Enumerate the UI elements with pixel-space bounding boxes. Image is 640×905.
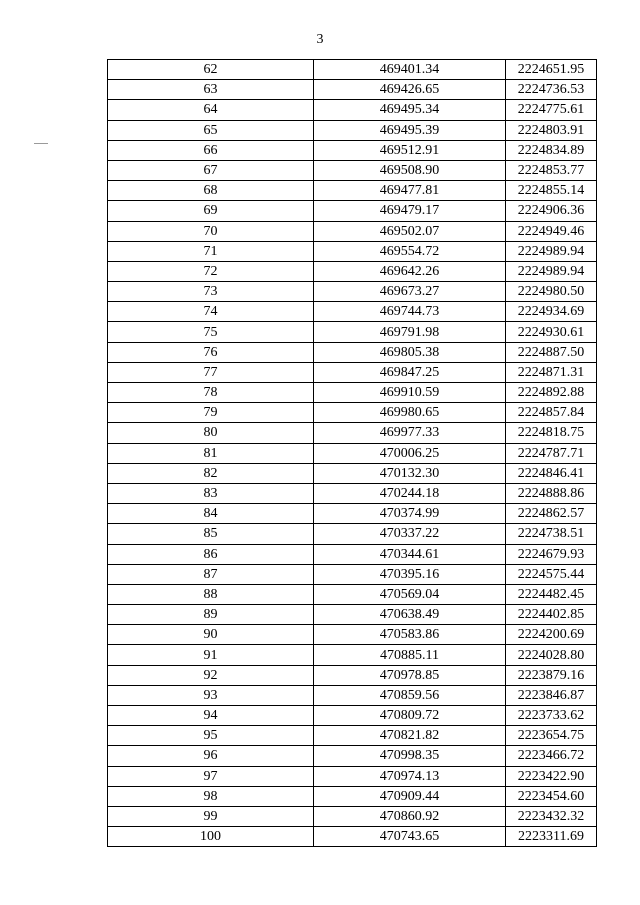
table-row — [108, 80, 597, 100]
y-coordinate-cell: 2223432.32 — [506, 806, 597, 826]
point-number-cell: 100 — [108, 827, 314, 847]
y-coordinate-cell: 2224200.69 — [506, 625, 597, 645]
x-coordinate-cell: 469495.39 — [314, 120, 506, 140]
point-number-cell: 67 — [108, 160, 314, 180]
x-coordinate-cell: 470860.92 — [314, 806, 506, 826]
x-coordinate-cell: 470337.22 — [314, 524, 506, 544]
y-coordinate-cell: 2224989.94 — [506, 241, 597, 261]
x-coordinate-cell: 469673.27 — [314, 282, 506, 302]
coordinates-table-body — [108, 60, 597, 847]
y-coordinate-cell: 2224855.14 — [506, 181, 597, 201]
y-coordinate-cell: 2223454.60 — [506, 786, 597, 806]
y-coordinate-cell: 2224775.61 — [506, 100, 597, 120]
y-coordinate-cell: 2224906.36 — [506, 201, 597, 221]
x-coordinate-cell: 469426.65 — [314, 80, 506, 100]
table-row — [108, 746, 597, 766]
table-row — [108, 302, 597, 322]
point-number-cell: 96 — [108, 746, 314, 766]
x-coordinate-cell: 470909.44 — [314, 786, 506, 806]
point-number-cell: 91 — [108, 645, 314, 665]
table-row — [108, 423, 597, 443]
point-number-cell: 66 — [108, 140, 314, 160]
y-coordinate-cell: 2224818.75 — [506, 423, 597, 443]
y-coordinate-cell: 2224787.71 — [506, 443, 597, 463]
table-row — [108, 605, 597, 625]
table-row — [108, 140, 597, 160]
x-coordinate-cell: 469554.72 — [314, 241, 506, 261]
margin-mark — [34, 143, 48, 144]
x-coordinate-cell: 470374.99 — [314, 504, 506, 524]
x-coordinate-cell: 470638.49 — [314, 605, 506, 625]
x-coordinate-cell: 469910.59 — [314, 383, 506, 403]
point-number-cell: 95 — [108, 726, 314, 746]
x-coordinate-cell: 469502.07 — [314, 221, 506, 241]
y-coordinate-cell: 2224853.77 — [506, 160, 597, 180]
table-row — [108, 463, 597, 483]
y-coordinate-cell: 2224888.86 — [506, 483, 597, 503]
point-number-cell: 68 — [108, 181, 314, 201]
y-coordinate-cell: 2224871.31 — [506, 362, 597, 382]
point-number-cell: 81 — [108, 443, 314, 463]
table-row — [108, 665, 597, 685]
table-row — [108, 160, 597, 180]
table-row — [108, 322, 597, 342]
y-coordinate-cell: 2223733.62 — [506, 706, 597, 726]
table-row — [108, 504, 597, 524]
x-coordinate-cell: 470006.25 — [314, 443, 506, 463]
y-coordinate-cell: 2224402.85 — [506, 605, 597, 625]
point-number-cell: 70 — [108, 221, 314, 241]
table-row — [108, 685, 597, 705]
point-number-cell: 76 — [108, 342, 314, 362]
point-number-cell: 64 — [108, 100, 314, 120]
point-number-cell: 62 — [108, 60, 314, 80]
x-coordinate-cell: 469791.98 — [314, 322, 506, 342]
table-row — [108, 120, 597, 140]
y-coordinate-cell: 2224679.93 — [506, 544, 597, 564]
x-coordinate-cell: 470998.35 — [314, 746, 506, 766]
table-row — [108, 403, 597, 423]
y-coordinate-cell: 2223654.75 — [506, 726, 597, 746]
y-coordinate-cell: 2224892.88 — [506, 383, 597, 403]
x-coordinate-cell: 470344.61 — [314, 544, 506, 564]
x-coordinate-cell: 470859.56 — [314, 685, 506, 705]
table-row — [108, 766, 597, 786]
page-number: 3 — [316, 32, 324, 47]
y-coordinate-cell: 2224846.41 — [506, 463, 597, 483]
x-coordinate-cell: 469495.34 — [314, 100, 506, 120]
point-number-cell: 72 — [108, 261, 314, 281]
x-coordinate-cell: 469847.25 — [314, 362, 506, 382]
point-number-cell: 85 — [108, 524, 314, 544]
y-coordinate-cell: 2223846.87 — [506, 685, 597, 705]
point-number-cell: 74 — [108, 302, 314, 322]
table-row — [108, 544, 597, 564]
x-coordinate-cell: 470569.04 — [314, 584, 506, 604]
point-number-cell: 87 — [108, 564, 314, 584]
table-row — [108, 181, 597, 201]
point-number-cell: 94 — [108, 706, 314, 726]
y-coordinate-cell: 2224738.51 — [506, 524, 597, 544]
x-coordinate-cell: 469508.90 — [314, 160, 506, 180]
x-coordinate-cell: 469479.17 — [314, 201, 506, 221]
x-coordinate-cell: 470244.18 — [314, 483, 506, 503]
point-number-cell: 82 — [108, 463, 314, 483]
point-number-cell: 84 — [108, 504, 314, 524]
y-coordinate-cell: 2224651.95 — [506, 60, 597, 80]
table-row — [108, 706, 597, 726]
y-coordinate-cell: 2223466.72 — [506, 746, 597, 766]
y-coordinate-cell: 2224989.94 — [506, 261, 597, 281]
point-number-cell: 65 — [108, 120, 314, 140]
table-row — [108, 726, 597, 746]
x-coordinate-cell: 470821.82 — [314, 726, 506, 746]
x-coordinate-cell: 470978.85 — [314, 665, 506, 685]
y-coordinate-cell: 2224575.44 — [506, 564, 597, 584]
point-number-cell: 78 — [108, 383, 314, 403]
point-number-cell: 80 — [108, 423, 314, 443]
y-coordinate-cell: 2224834.89 — [506, 140, 597, 160]
point-number-cell: 63 — [108, 80, 314, 100]
table-row — [108, 806, 597, 826]
y-coordinate-cell: 2224028.80 — [506, 645, 597, 665]
x-coordinate-cell: 470974.13 — [314, 766, 506, 786]
x-coordinate-cell: 470809.72 — [314, 706, 506, 726]
x-coordinate-cell: 470132.30 — [314, 463, 506, 483]
x-coordinate-cell: 469401.34 — [314, 60, 506, 80]
point-number-cell: 79 — [108, 403, 314, 423]
point-number-cell: 90 — [108, 625, 314, 645]
table-row — [108, 383, 597, 403]
table-row — [108, 524, 597, 544]
table-row — [108, 241, 597, 261]
y-coordinate-cell: 2224980.50 — [506, 282, 597, 302]
table-row — [108, 443, 597, 463]
y-coordinate-cell: 2224887.50 — [506, 342, 597, 362]
table-row — [108, 201, 597, 221]
point-number-cell: 89 — [108, 605, 314, 625]
y-coordinate-cell: 2224803.91 — [506, 120, 597, 140]
x-coordinate-cell: 469744.73 — [314, 302, 506, 322]
table-row — [108, 221, 597, 241]
table-row — [108, 827, 597, 847]
table-row — [108, 261, 597, 281]
table-row — [108, 645, 597, 665]
x-coordinate-cell: 470583.86 — [314, 625, 506, 645]
y-coordinate-cell: 2224482.45 — [506, 584, 597, 604]
table-row — [108, 584, 597, 604]
x-coordinate-cell: 469977.33 — [314, 423, 506, 443]
table-row — [108, 625, 597, 645]
point-number-cell: 77 — [108, 362, 314, 382]
point-number-cell: 69 — [108, 201, 314, 221]
table-row — [108, 342, 597, 362]
table-row — [108, 60, 597, 80]
y-coordinate-cell: 2223422.90 — [506, 766, 597, 786]
y-coordinate-cell: 2224930.61 — [506, 322, 597, 342]
x-coordinate-cell: 469477.81 — [314, 181, 506, 201]
point-number-cell: 98 — [108, 786, 314, 806]
x-coordinate-cell: 469980.65 — [314, 403, 506, 423]
y-coordinate-cell: 2224857.84 — [506, 403, 597, 423]
y-coordinate-cell: 2223879.16 — [506, 665, 597, 685]
table-row — [108, 362, 597, 382]
point-number-cell: 99 — [108, 806, 314, 826]
point-number-cell: 83 — [108, 483, 314, 503]
x-coordinate-cell: 470395.16 — [314, 564, 506, 584]
point-number-cell: 71 — [108, 241, 314, 261]
table-row — [108, 786, 597, 806]
table-row — [108, 100, 597, 120]
x-coordinate-cell: 469805.38 — [314, 342, 506, 362]
table-row — [108, 564, 597, 584]
y-coordinate-cell: 2224862.57 — [506, 504, 597, 524]
x-coordinate-cell: 470885.11 — [314, 645, 506, 665]
table-row — [108, 483, 597, 503]
point-number-cell: 73 — [108, 282, 314, 302]
y-coordinate-cell: 2223311.69 — [506, 827, 597, 847]
coordinates-table — [107, 59, 597, 847]
y-coordinate-cell: 2224934.69 — [506, 302, 597, 322]
x-coordinate-cell: 470743.65 — [314, 827, 506, 847]
point-number-cell: 92 — [108, 665, 314, 685]
y-coordinate-cell: 2224949.46 — [506, 221, 597, 241]
table-row — [108, 282, 597, 302]
x-coordinate-cell: 469512.91 — [314, 140, 506, 160]
point-number-cell: 97 — [108, 766, 314, 786]
point-number-cell: 86 — [108, 544, 314, 564]
point-number-cell: 88 — [108, 584, 314, 604]
point-number-cell: 75 — [108, 322, 314, 342]
x-coordinate-cell: 469642.26 — [314, 261, 506, 281]
y-coordinate-cell: 2224736.53 — [506, 80, 597, 100]
point-number-cell: 93 — [108, 685, 314, 705]
